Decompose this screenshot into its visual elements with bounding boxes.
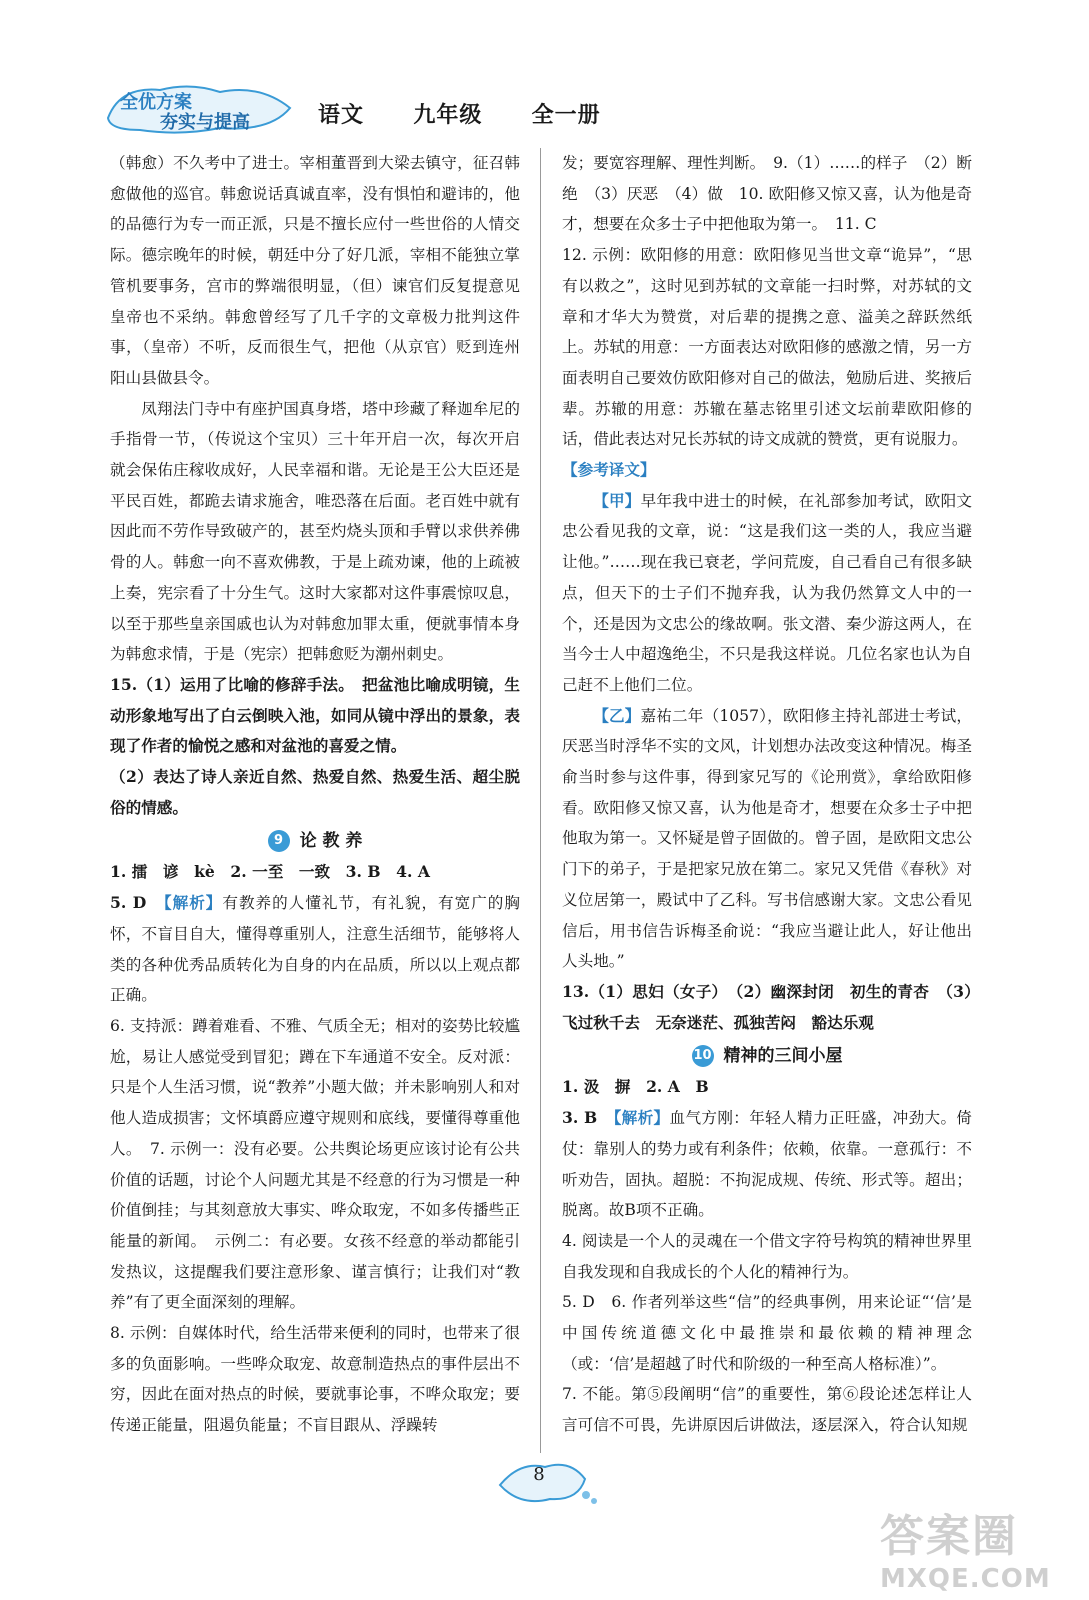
answer-15-part2: （2）表达了诗人亲近自然、热爱自然、热爱生活、超尘脱俗的情感。 xyxy=(110,767,520,817)
right-column xyxy=(562,148,972,1441)
analysis-tag: 【解析】 xyxy=(613,1108,670,1128)
answer-7: 7. 不能。第⑤段阐明“信”的重要性，第⑥段论述怎样让人言可信不可畏，先讲原因后讲做法，逐层深入，符合认知规 xyxy=(562,1385,972,1435)
jia-tag: 【甲】 xyxy=(593,490,641,510)
brand-logo xyxy=(100,78,300,138)
watermark xyxy=(880,1500,1070,1594)
translation-paragraph-1: （韩愈）不久考中了进士。宰相董晋到大梁去镇守，征召韩愈做他的巡官。韩愈说话真诚直率，没有惧怕和避讳的，他的品德行为专一而正派，只是不擅长应付一些世俗的人情交际。德宗晚年的时候，朝廷中分了好几派，宰相不能独立掌管机要事务，宫市的弊端很明显，（但）谏官们反复提意见皇帝也不采纳。韩愈曾经写了几千字的文章极力批判这件事，（皇帝）不听，反而很生气，把他（从京官）贬到连州阳山县做县令。 xyxy=(110,154,520,387)
answer-3-label: 3. B xyxy=(562,1108,614,1128)
answer-1-4: 1. 擂 谚 kè 2. 一至 一致 3. B 4. A xyxy=(110,862,430,882)
section-10-heading xyxy=(562,1040,972,1072)
reference-translation-tag: 【参考译文】 xyxy=(562,460,656,480)
answer-3 xyxy=(562,1103,972,1226)
page-number: 8 xyxy=(533,1464,545,1485)
answer-8-9-10-11: 发；要宽容理解、理性判断。 9.（1）……的样子 （2）断绝 （3）厌恶 （4）做 10. 欧阳修又惊又喜，认为他是奇才，想要在众多士子中把他取为第一。 11. C xyxy=(562,154,972,234)
translation-jia xyxy=(562,486,972,701)
section-number-badge: 9 xyxy=(268,830,290,852)
answer-13: 13.（1）思妇（女子） （2）幽深封闭 初生的青杏 （3）飞过秋千去 无奈迷茫、孤独苦闷 豁达乐观 xyxy=(562,981,972,1032)
answer-4: 4. 阅读是一个人的灵魂在一个借文字符号构筑的精神世界里自我发现和自我成长的个人化的精神行为。 xyxy=(562,1231,972,1281)
watermark-bottom: MXQE.COM xyxy=(880,1564,1051,1594)
brand-logo-graphic xyxy=(100,78,300,138)
yi-text: 嘉祐二年（1057），欧阳修主持礼部进士考试，厌恶当时浮华不实的文风，计划想办法改变这种情况。梅圣俞当时参与这件事，得到家兄写的《论刑赏》，拿给欧阳修看。欧阳修又惊又喜，认为他是奇才，想要在众多士子中把他取为第一。又怀疑是曾子固做的。曾子固，是欧阳文忠公门下的弟子，于是把家兄放在第二。家兄又凭借《春秋》对义位居第一，殿试中了乙科。写书信感谢大家。文忠公看见信后，用书信告诉梅圣俞说：“我应当避让此人，好让他出人头地。” xyxy=(562,706,972,971)
section-9-heading xyxy=(110,825,520,857)
watermark-top: 答案圈 xyxy=(880,1511,1018,1562)
answer-15-part1: 15.（1）运用了比喻的修辞手法。 把盆池比喻成明镜，生动形象地写出了白云倒映入池，如同从镜中浮出的景象，表现了作者的愉悦之感和对盆池的喜爱之情。 xyxy=(110,674,520,756)
answer-5-6: 5. D 6. 作者列举这些“信”的经典事例，用来论证“‘信’是中国传统道德文化中最推崇和最依赖的精神理念（或：‘信’是超越了时代和阶级的一种至高人格标准）”。 xyxy=(562,1293,972,1373)
translation-paragraph-2: 凤翔法门寺中有座护国真身塔，塔中珍藏了释迦牟尼的手指骨一节，（传说这个宝贝）三十年开启一次，每次开启就会保佑庄稼收成好，人民幸福和谐。无论是王公大臣还是平民百姓，都跪去请求施舍，唯恐落在后面。老百姓中就有因此而不劳作导致破产的，甚至灼烧头顶和手臂以求供养佛骨的人。韩愈一向不喜欢佛教，于是上疏劝谏，他的上疏被上奏，宪宗看了十分生气。这时大家都对这件事震惊叹息，以至于那些皇亲国戚也认为对韩愈加罪太重，便就事情本身为韩愈求情，于是（宪宗）把韩愈贬为潮州刺史。 xyxy=(110,399,520,664)
page-header xyxy=(100,78,1000,138)
logo-line2: 夯实与提高 xyxy=(160,112,250,133)
column-divider xyxy=(540,148,541,1453)
yi-tag: 【乙】 xyxy=(593,705,641,725)
answer-8: 8. 示例：自媒体时代，给生活带来便利的同时，也带来了很多的负面影响。一些哗众取宠、故意制造热点的事件层出不穷，因此在面对热点的时候，要就事论事，不哗众取宠；要传递正能量，阻遏负能量；不盲目跟从、浮躁转 xyxy=(110,1324,520,1435)
answer-5-label: 5. D xyxy=(110,893,164,913)
answer-3-text: 血气方刚：年轻人精力正旺盛，冲劲大。倚仗：靠别人的势力或有利条件；依赖，依靠。一意孤行：不听劝告，固执。超脱：不拘泥成规、传统、形式等。超出；脱离。故B项不正确。 xyxy=(562,1109,973,1220)
left-column xyxy=(110,148,520,1441)
answer-12: 12. 示例：欧阳修的用意：欧阳修见当世文章“诡异”，“思有以救之”，这时见到苏轼的文章能一扫时弊，对苏轼的文章和才华大为赞赏，对后辈的提携之意、溢美之辞跃然纸上。苏轼的用意：一方面表达对欧阳修的感激之情，另一方面表明自己要效仿欧阳修对自己的做法，勉励后进、奖掖后辈。苏辙的用意：苏辙在墓志铭里引述文坛前辈欧阳修的话，借此表达对兄长苏轼的诗文成就的赞赏，更有说服力。 xyxy=(562,246,972,449)
translation-yi xyxy=(562,701,972,977)
section-9-title: 论 教 养 xyxy=(299,831,363,852)
section-10-title: 精神的三间小屋 xyxy=(723,1046,843,1067)
answer-5 xyxy=(110,888,520,1011)
logo-line1: 全优方案 xyxy=(120,92,192,113)
answer-6-7: 6. 支持派：蹲着难看、不雅、气质全无；相对的姿势比较尴尬，易让人感觉受到冒犯；蹲在下车通道不安全。反对派：只是个人生活习惯，说“教养”小题大做；并未影响别人和对他人造成损害；文怀填爵应遵守规则和底线，要懂得尊重他人。 7. 示例一：没有必要。公共舆论场更应该讨论有公共价值的话题，讨论个人问题尤其是不经意的行为习惯是一种价值倒挂；与其刻意放大事实、哗众取宠，不如多传播些正能量的新闻。 示例二：有必要。女孩不经意的举动都能引发热议，这提醒我们要注意形象、谨言慎行；让我们对“教养”有了更全面深刻的理解。 xyxy=(110,1016,520,1312)
analysis-tag: 【解析】 xyxy=(163,893,223,913)
jia-text: 早年我中进士的时候，在礼部参加考试，欧阳文忠公看见我的文章，说：“这是我们这一类的人，我应当避让他。”……现在我已衰老，学问荒废，自己看自己有很多缺点，但天下的士子们不抛弃我，认为我仍然算文人中的一个，还是因为文忠公的缘故啊。张文潜、秦少游这两人，在当今士人中超逸绝尘，不只是我这样说。几位名家也认为自己赶不上他们二位。 xyxy=(562,491,972,694)
answer-5-text: 有教养的人懂礼节，有礼貌，有宽广的胸怀，不盲目自大，懂得尊重别人，注意生活细节，能够将人类的各种优秀品质转化为自身的内在品质，所以以上观点都正确。 xyxy=(110,894,520,1005)
section-number-badge: 10 xyxy=(692,1045,714,1067)
answer-1-2: 1. 汲 摒 2. A B xyxy=(562,1077,709,1097)
book-title: 语文 九年级 全一册 xyxy=(318,103,601,128)
